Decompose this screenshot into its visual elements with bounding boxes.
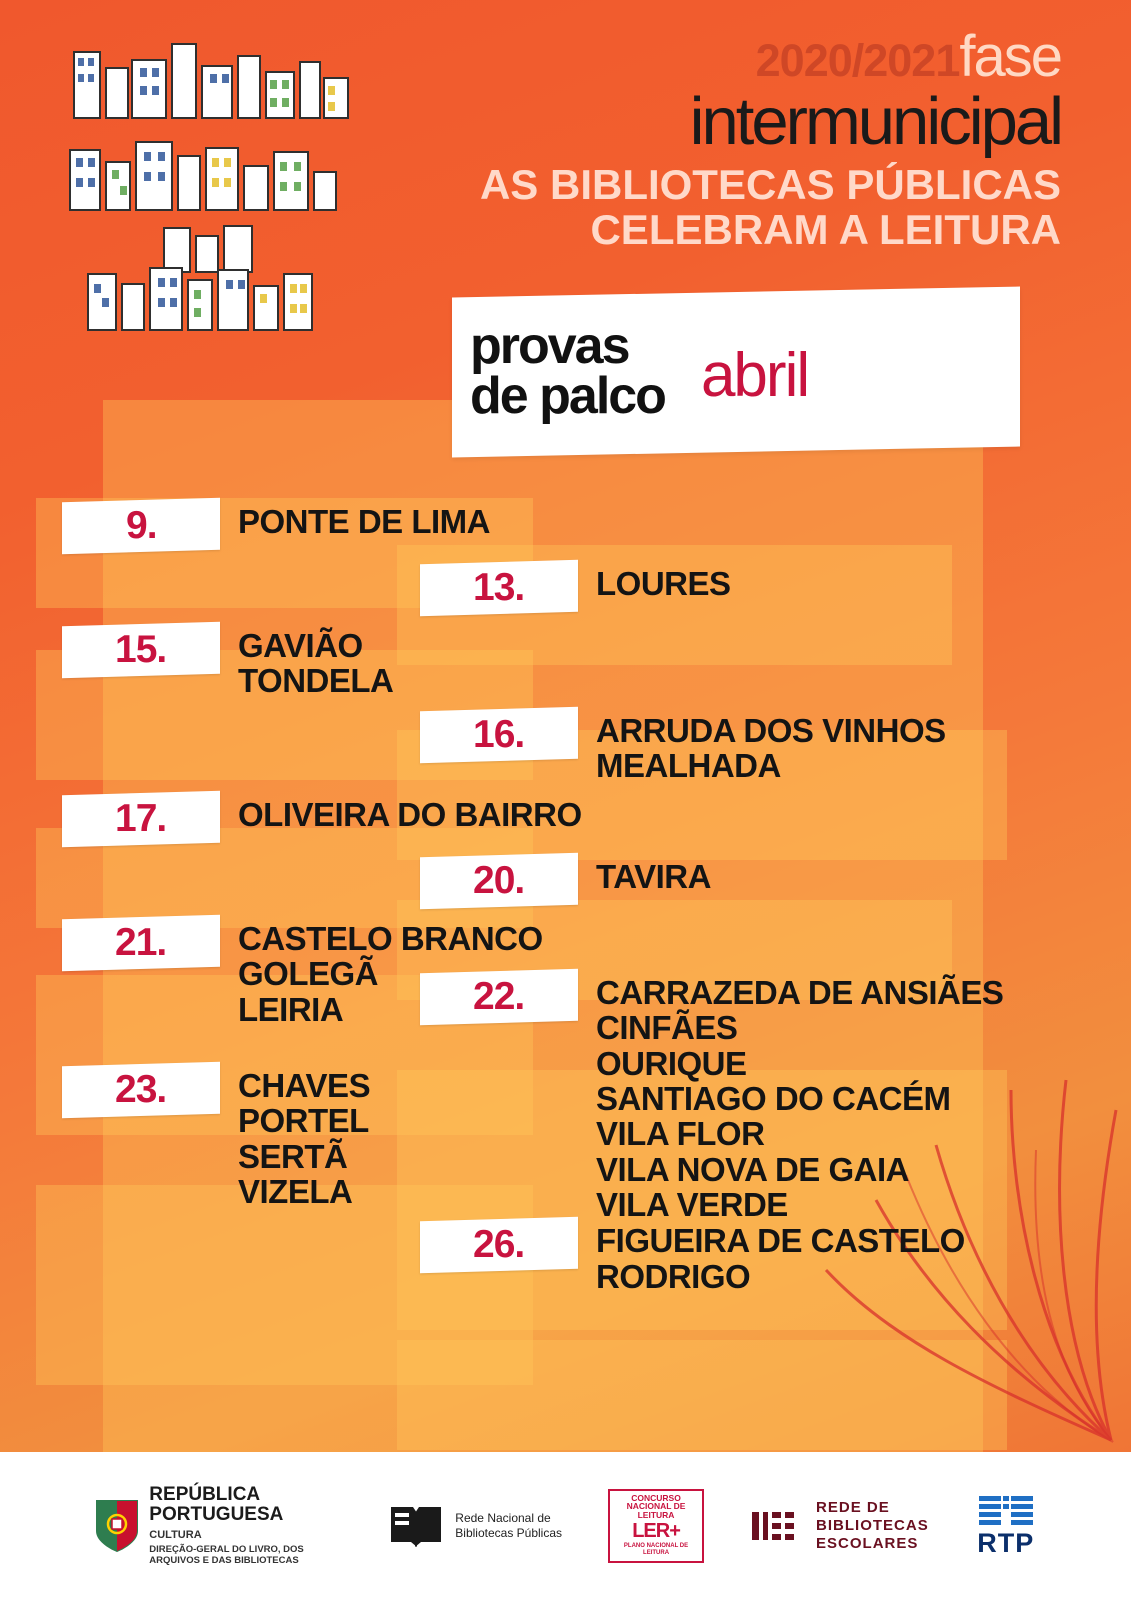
- header-phase-name: intermunicipal: [689, 84, 1061, 159]
- header-phase-word: fase: [959, 24, 1061, 89]
- day-number: 23.: [115, 1068, 167, 1112]
- day-tag: [420, 969, 578, 1025]
- city-name: GAVIÃO: [238, 627, 363, 664]
- city-name: TAVIRA: [596, 858, 711, 896]
- day-tag: [420, 1217, 578, 1273]
- city-name: MEALHADA: [596, 746, 781, 784]
- day-number: 16.: [473, 712, 525, 756]
- rbe-mark-icon: [750, 1506, 808, 1546]
- footer-logos: [0, 1452, 1131, 1600]
- republica-line-2: PORTUGUESA: [149, 1504, 284, 1526]
- city-name: CASTELO BRANCO: [238, 920, 543, 958]
- city-name: VILA VERDE: [596, 1185, 788, 1223]
- cnl-badge-pnl: PLANO NACIONAL DE LEITURA: [623, 1543, 689, 1556]
- city-name: CHAVES: [238, 1067, 371, 1105]
- republica-line-1: REPÚBLICA: [149, 1484, 261, 1506]
- provas-month: abril: [700, 341, 809, 411]
- schedule-row: [0, 500, 1131, 552]
- day-tag: [62, 791, 220, 847]
- city-name: SANTIAGO DO CACÉM: [596, 1079, 951, 1117]
- city-group: [596, 855, 711, 894]
- city-group: [238, 624, 393, 699]
- day-number: 15.: [115, 628, 167, 671]
- cnl-ler-mais-badge: [608, 1489, 704, 1564]
- city-name: ARRUDA DOS VINHOS: [596, 711, 946, 749]
- city-name: OURIQUE: [596, 1044, 747, 1082]
- city-group: [596, 562, 731, 601]
- day-tag: [62, 1062, 220, 1118]
- city-name: GOLEGÃ: [238, 955, 379, 993]
- city-name: CARRAZEDA DE ANSIÃES: [596, 974, 1004, 1012]
- city-name: FIGUEIRA DE CASTELO: [596, 1222, 965, 1260]
- rtp-label: RTP: [977, 1527, 1035, 1558]
- day-number: 26.: [473, 1223, 525, 1267]
- city-name: CINFÃES: [596, 1009, 738, 1047]
- schedule-row: [0, 709, 1131, 784]
- schedule-list: [0, 500, 1131, 1304]
- city-name: VILA NOVA DE GAIA: [596, 1150, 909, 1188]
- city-group: [596, 1219, 965, 1294]
- shield-icon: [94, 1498, 140, 1554]
- city-name: VILA FLOR: [596, 1115, 765, 1153]
- city-name: SERTÃ: [238, 1137, 348, 1175]
- rbe-line-1: REDE DE: [816, 1499, 890, 1516]
- schedule-row: [0, 562, 1131, 614]
- rbe-line-2: BIBLIOTECAS: [816, 1517, 929, 1534]
- day-number: 20.: [473, 859, 525, 903]
- schedule-row: [0, 793, 1131, 845]
- city-group: [596, 709, 946, 784]
- city-name: LEIRIA: [238, 990, 344, 1028]
- rnbp-line-2: Bibliotecas Públicas: [455, 1526, 563, 1540]
- day-tag: [420, 706, 578, 762]
- decor-panel: [397, 1340, 1007, 1450]
- day-number: 17.: [115, 797, 167, 841]
- city-group: [238, 793, 582, 832]
- header-year: 2020/2021: [755, 35, 960, 86]
- header-text: [341, 24, 1061, 253]
- schedule-row: [0, 624, 1131, 699]
- day-tag: [62, 498, 220, 554]
- schedule-row: [0, 1219, 1131, 1294]
- city-group: [238, 1064, 370, 1209]
- day-number: 22.: [473, 975, 525, 1019]
- open-book-icon: [385, 1497, 447, 1555]
- republica-subtitle: DIREÇÃO-GERAL DO LIVRO, DOS ARQUIVOS E DAS BIBLIOTECAS: [149, 1544, 304, 1567]
- city-name: TONDELA: [238, 662, 394, 700]
- city-name: PORTEL: [238, 1102, 369, 1140]
- day-tag: [62, 622, 220, 678]
- rnbp-logo: [385, 1497, 562, 1555]
- day-tag: [420, 560, 578, 616]
- rbe-logo: [750, 1499, 929, 1553]
- header-tagline-1: AS BIBLIOTECAS PÚBLICAS: [479, 161, 1061, 208]
- schedule-row: [0, 1064, 1131, 1209]
- city-name: VIZELA: [238, 1173, 353, 1211]
- city-group: [238, 500, 490, 539]
- provas-de-palco-banner: [452, 287, 1020, 458]
- day-number: 9.: [125, 504, 157, 547]
- city-name: OLIVEIRA DO BAIRRO: [238, 796, 582, 834]
- day-number: 13.: [473, 566, 525, 609]
- cnl-badge-lermais: LER+: [632, 1520, 680, 1543]
- rtp-logo: [975, 1494, 1037, 1559]
- schedule-row: [0, 855, 1131, 907]
- city-name: PONTE DE LIMA: [238, 503, 491, 540]
- city-name: RODRIGO: [596, 1257, 751, 1295]
- republica-portuguesa-logo: [94, 1485, 339, 1567]
- rnbp-line-1: Rede Nacional de: [455, 1511, 551, 1525]
- day-tag: [420, 853, 578, 909]
- provas-line-2: de palco: [470, 367, 665, 425]
- header-year-line: [341, 24, 1061, 89]
- header-tagline-2: CELEBRAM A LEITURA: [590, 205, 1061, 253]
- rtp-bars-icon: [975, 1494, 1037, 1528]
- city-name: LOURES: [596, 565, 731, 602]
- republica-dept: CULTURA: [149, 1529, 202, 1542]
- rbe-line-3: ESCOLARES: [816, 1535, 919, 1552]
- concurso-nacional-leitura-logo: [32, 22, 352, 332]
- day-tag: [62, 915, 220, 971]
- day-number: 21.: [115, 921, 167, 965]
- provas-line-1: provas: [470, 317, 629, 376]
- cnl-badge-title: CONCURSO NACIONAL DE LEITURA: [626, 1492, 686, 1521]
